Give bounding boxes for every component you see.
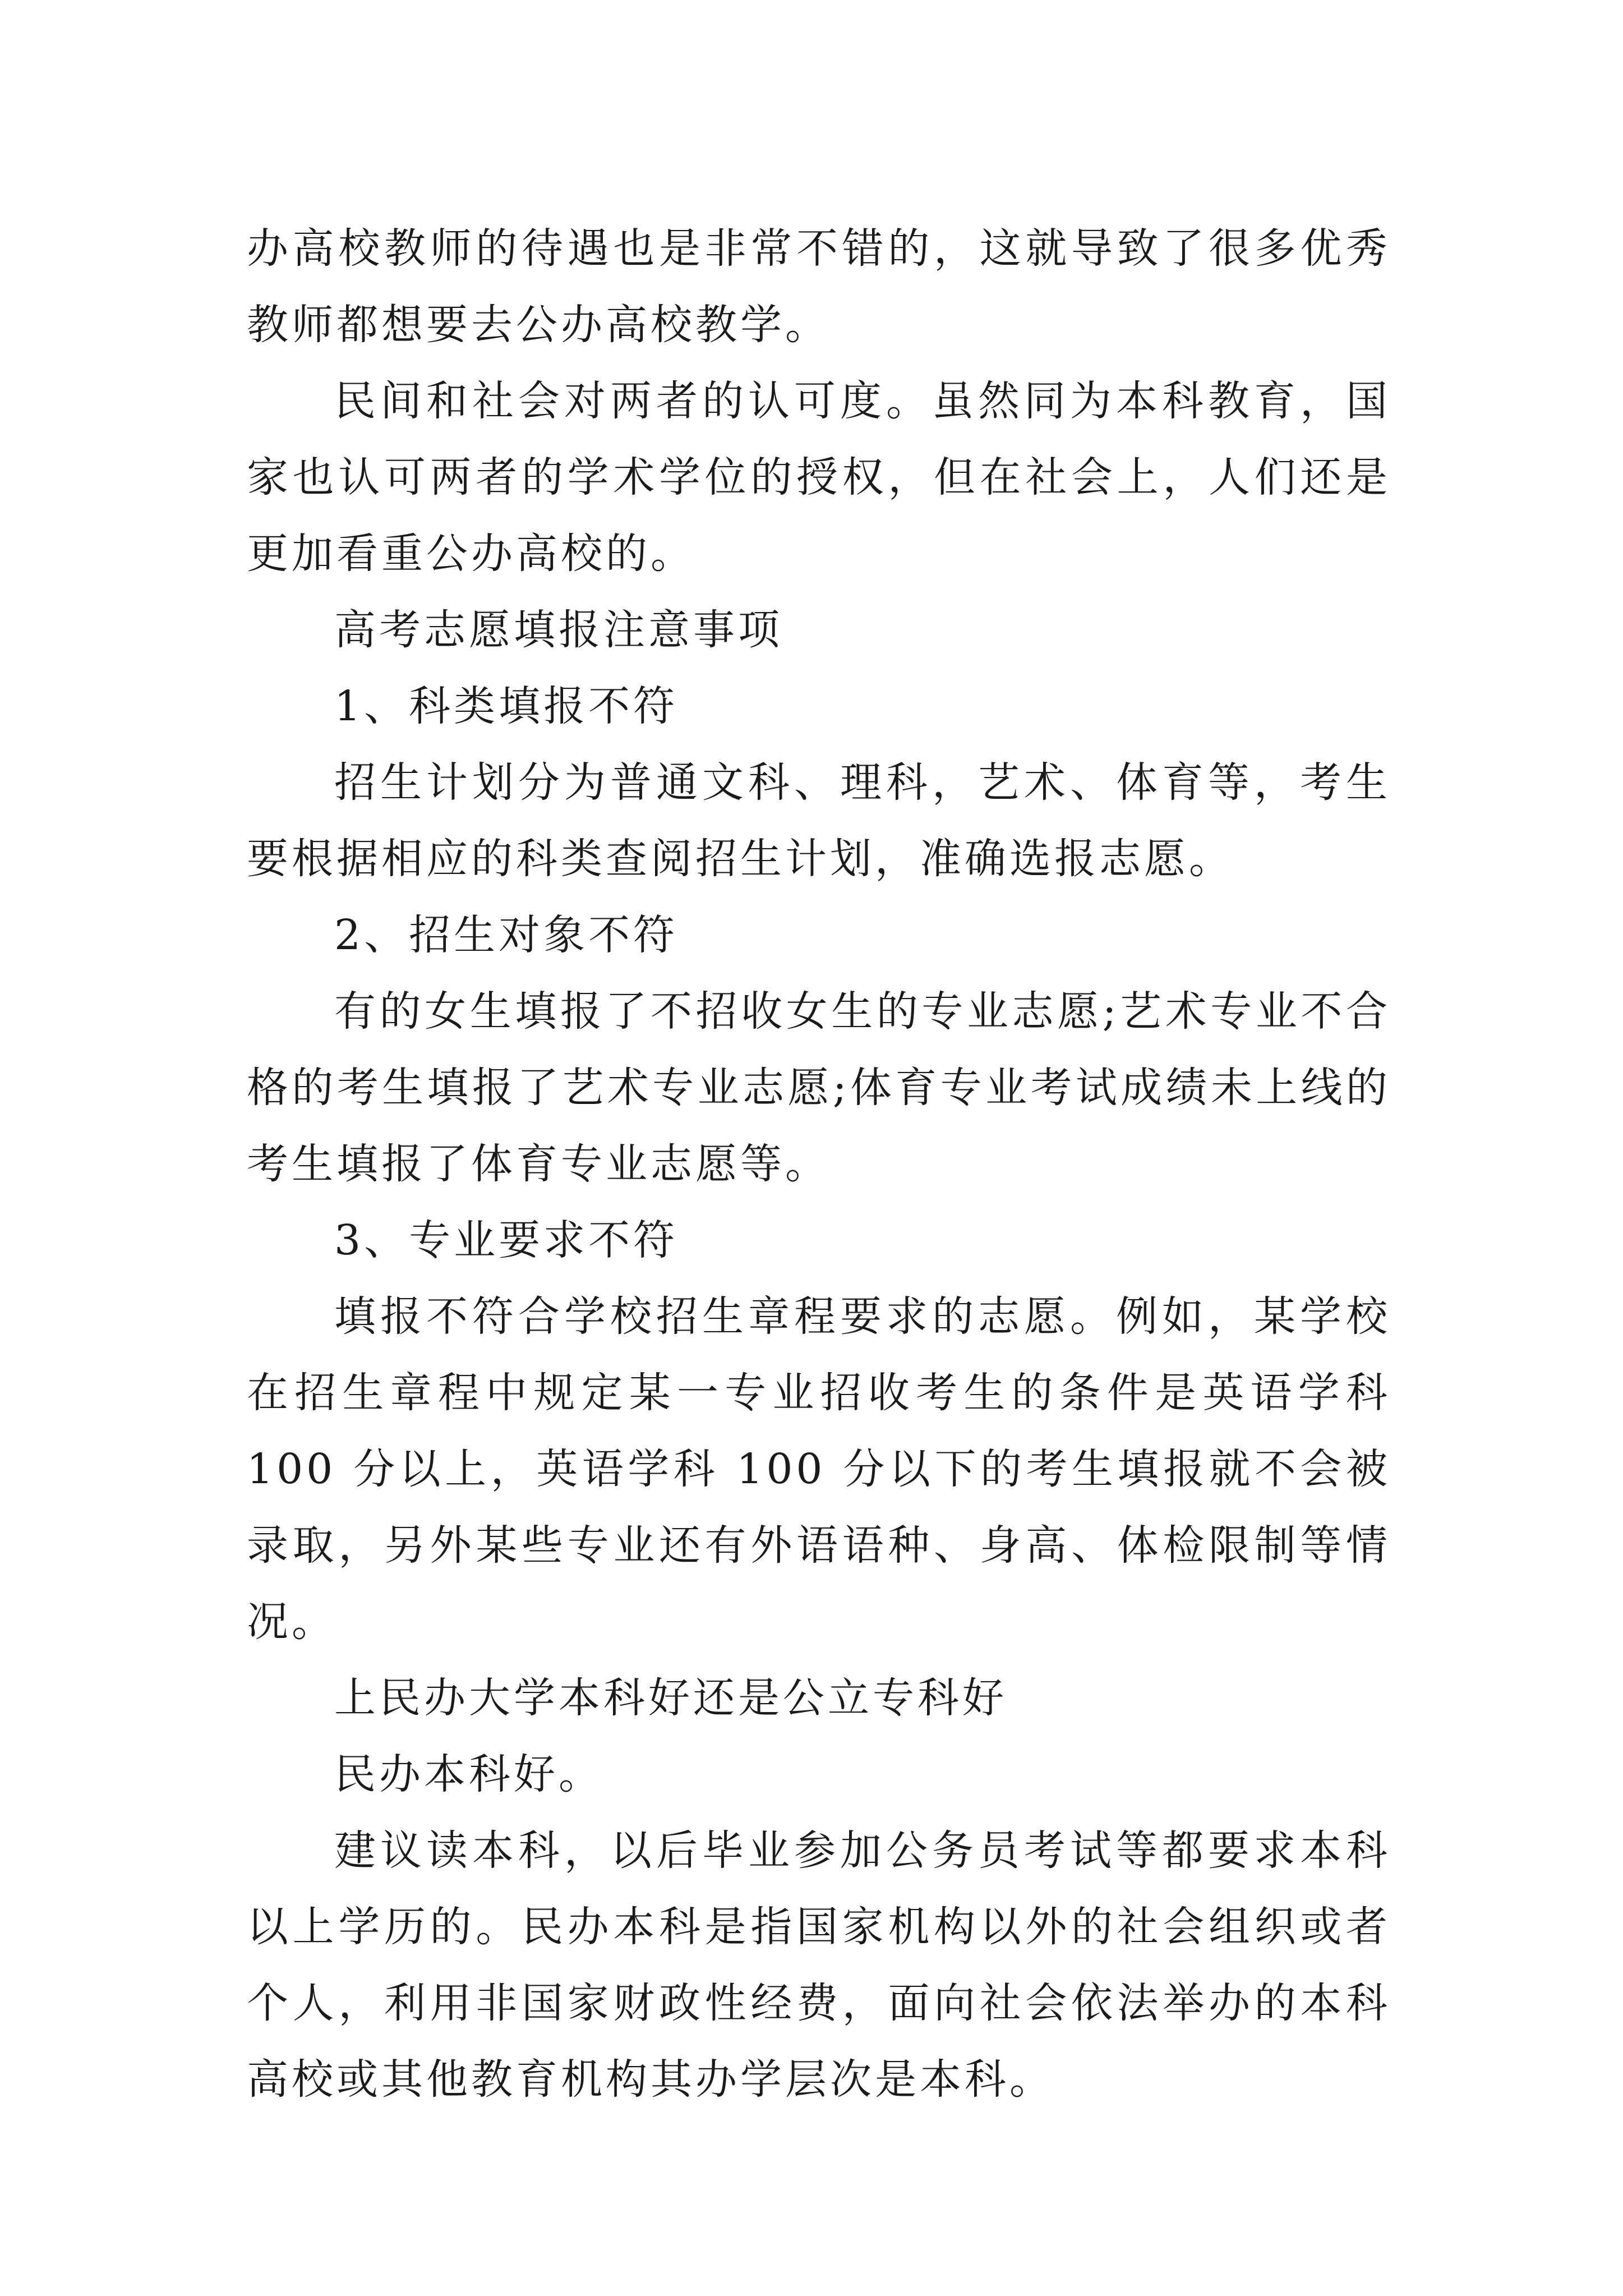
item-heading-3: 3、专业要求不符 [334,1216,679,1264]
paragraph-continuation: 办高校教师的待遇也是非常不错的，这就导致了很多优秀教师都想要去公办高校教学。 [247,224,1391,349]
paragraph-item-2: 有的女生填报了不招收女生的专业志愿;艺术专业不合格的考生填报了艺术专业志愿;体育专业考试成绩未上线的考生填报了体育专业志愿等。 [247,987,1391,1188]
section-heading-comparison: 上民办大学本科好还是公立专科好 [334,1674,1007,1722]
document-body [247,210,1391,2118]
paragraph-answer: 民办本科好。 [334,1750,603,1798]
item-heading-2: 2、招生对象不符 [334,911,679,959]
paragraph-item-1: 招生计划分为普通文科、理科，艺术、体育等，考生要根据相应的科类查阅招生计划，准确选报志愿。 [247,758,1391,883]
section-heading-notes: 高考志愿填报注意事项 [334,606,783,654]
item-heading-1: 1、科类填报不符 [334,682,679,730]
paragraph-item-3: 填报不符合学校招生章程要求的志愿。例如，某学校在招生章程中规定某一专业招收考生的条件是英语学科 100 分以上，英语学科 100 分以下的考生填报就不会被录取，另外某些专业还有外语语种、身高、体检限制等情况。 [247,1292,1391,1646]
paragraph-recognition: 民间和社会对两者的认可度。虽然同为本科教育，国家也认可两者的学术学位的授权，但在社会上，人们还是更加看重公办高校的。 [247,377,1391,578]
paragraph-advice: 建议读本科，以后毕业参加公务员考试等都要求本科以上学历的。民办本科是指国家机构以外的社会组织或者个人，利用非国家财政性经费，面向社会依法举办的本科高校或其他教育机构其办学层次是本科。 [247,1826,1391,2104]
